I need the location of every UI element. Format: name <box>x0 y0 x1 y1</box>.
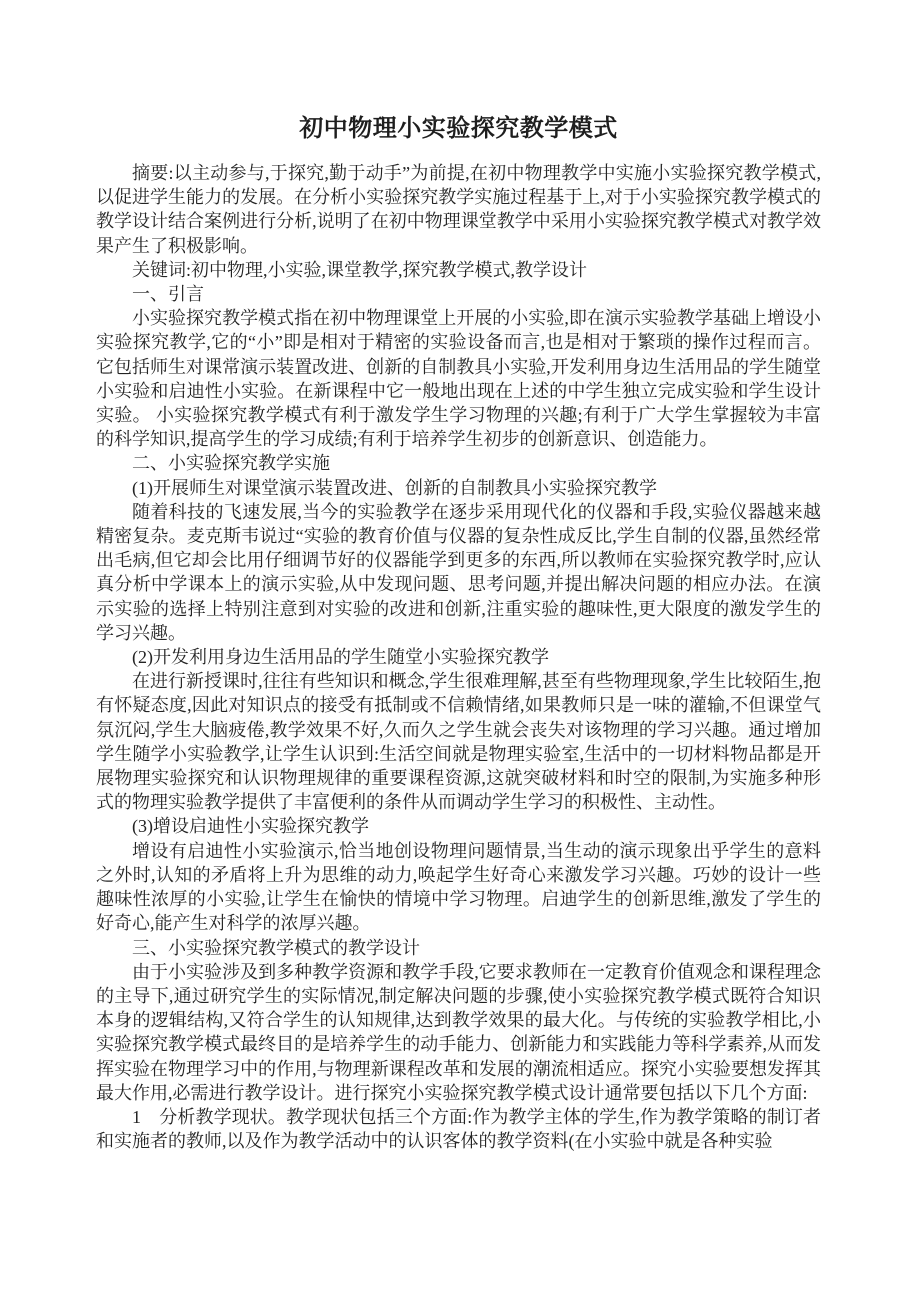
subsection-2-1-paragraph: 随着科技的飞速发展,当今的实验教学在逐步采用现代化的仪器和手段,实验仪器越来越精密复杂。麦克斯韦说过“实验的教育价值与仪器的复杂性成反比,学生自制的仪器,虽然经常出毛病,但它却会比用仔细调节好的仪器能学到更多的东西,所以教师在实验探究教学时,应认真分析中学课本上的演示实验,从中发现问题、思考问题,并提出解决问题的相应办法。在演示实验的选择上特别注意到对实验的改进和创新,注重实验的趣味性,更大限度的激发学生的学习兴趣。 <box>96 501 821 643</box>
subsection-heading-2-3: (3)增设启迪性小实验探究教学 <box>132 816 369 837</box>
subsection-2-3-paragraph: 增设有启迪性小实验演示,恰当地创设物理问题情景,当生动的演示现象出乎学生的意料之外时,认知的矛盾将上升为思维的动力,唤起学生好奇心来激发学习兴趣。巧妙的设计一些趣味性浓厚的小实验,让学生在愉快的情境中学习物理。启迪学生的创新思维,激发了学生的好奇心,能产生对科学的浓厚兴趣。 <box>96 840 821 934</box>
subsection-heading-2-1: (1)开展师生对课堂演示装置改进、创新的自制教具小实验探究教学 <box>132 477 657 498</box>
document-title: 初中物理小实验探究教学模式 <box>299 116 618 142</box>
section-1-paragraph: 小实验探究教学模式指在初中物理课堂上开展的小实验,即在演示实验教学基础上增设小实验探究教学,它的“小”即是相对于精密的实验设备而言,也是相对于繁琐的操作过程而言。它包括师生对课常演示装置改进、创新的自制教具小实验,开发利用身边生活用品的学生随堂小实验和启迪性小实验。在新课程中它一般地出现在上述的中学生独立完成实验和学生设计实验。 小实验探究教学模式有利于激发学生学习物理的兴趣;有利于广大学生掌握较为丰富的科学知识,提高学生的学习成绩;有利于培养学生初步的创新意识、创造能力。 <box>96 308 821 450</box>
abstract: 摘要:以主动参与,于探究,勤于动手”为前提,在初中物理教学中实施小实验探究教学模式,以促进学生能力的发展。在分析小实验探究教学实施过程基于上,对于小实验探究教学模式的教学设计结合案例进行分析,说明了在初中物理课堂教学中采用小实验探究教学模式对教学效果产生了积极影响。 <box>96 163 821 256</box>
section-heading-1: 一、引言 <box>132 284 204 305</box>
document-body <box>96 161 821 1153</box>
section-heading-2: 二、小实验探究教学实施 <box>132 453 330 474</box>
design-item-1: 1 分析教学现状。教学现状包括三个方面:作为教学主体的学生,作为教学策略的制订者和实施者的教师,以及作为教学活动中的认识客体的教学资料(在小实验中就是各种实验 <box>96 1106 821 1152</box>
subsection-2-2-paragraph: 在进行新授课时,往往有些知识和概念,学生很难理解,甚至有些物理现象,学生比较陌生,抱有怀疑态度,因此对知识点的接受有抵制或不信赖情绪,如果教师只是一味的灌输,不但课堂气氛沉闷,学生大脑疲倦,教学效果不好,久而久之学生就会丧失对该物理的学习兴趣。通过增加学生随学小实验教学,让学生认识到:生活空间就是物理实验室,生活中的一切材料物品都是开展物理实验探究和认识物理规律的重要课程资源,这就突破材料和时空的限制,为实施多种形式的物理实验教学提供了丰富便利的条件从而调动学生学习的积极性、主动性。 <box>96 671 821 813</box>
keywords: 关键词:初中物理,小实验,课堂教学,探究教学模式,教学设计 <box>132 259 587 280</box>
section-3-paragraph: 由于小实验涉及到多种教学资源和教学手段,它要求教师在一定教育价值观念和课程理念的主导下,通过研究学生的实际情况,制定解决问题的步骤,使小实验探究教学模式既符合知识本身的逻辑结构,又符合学生的认知规律,达到教学效果的最大化。与传统的实验教学相比,小实验探究教学模式最终目的是培养学生的动手能力、创新能力和实践能力等科学素养,从而发挥实验在物理学习中的作用,与物理新课程改革和发展的潮流相适应。探究小实验要想发挥其最大作用,必需进行教学设计。进行探究小实验探究教学模式设计通常要包括以下几个方面: <box>96 961 821 1103</box>
section-heading-3: 三、小实验探究教学模式的教学设计 <box>132 937 420 958</box>
subsection-heading-2-2: (2)开发利用身边生活用品的学生随堂小实验探究教学 <box>132 647 549 668</box>
